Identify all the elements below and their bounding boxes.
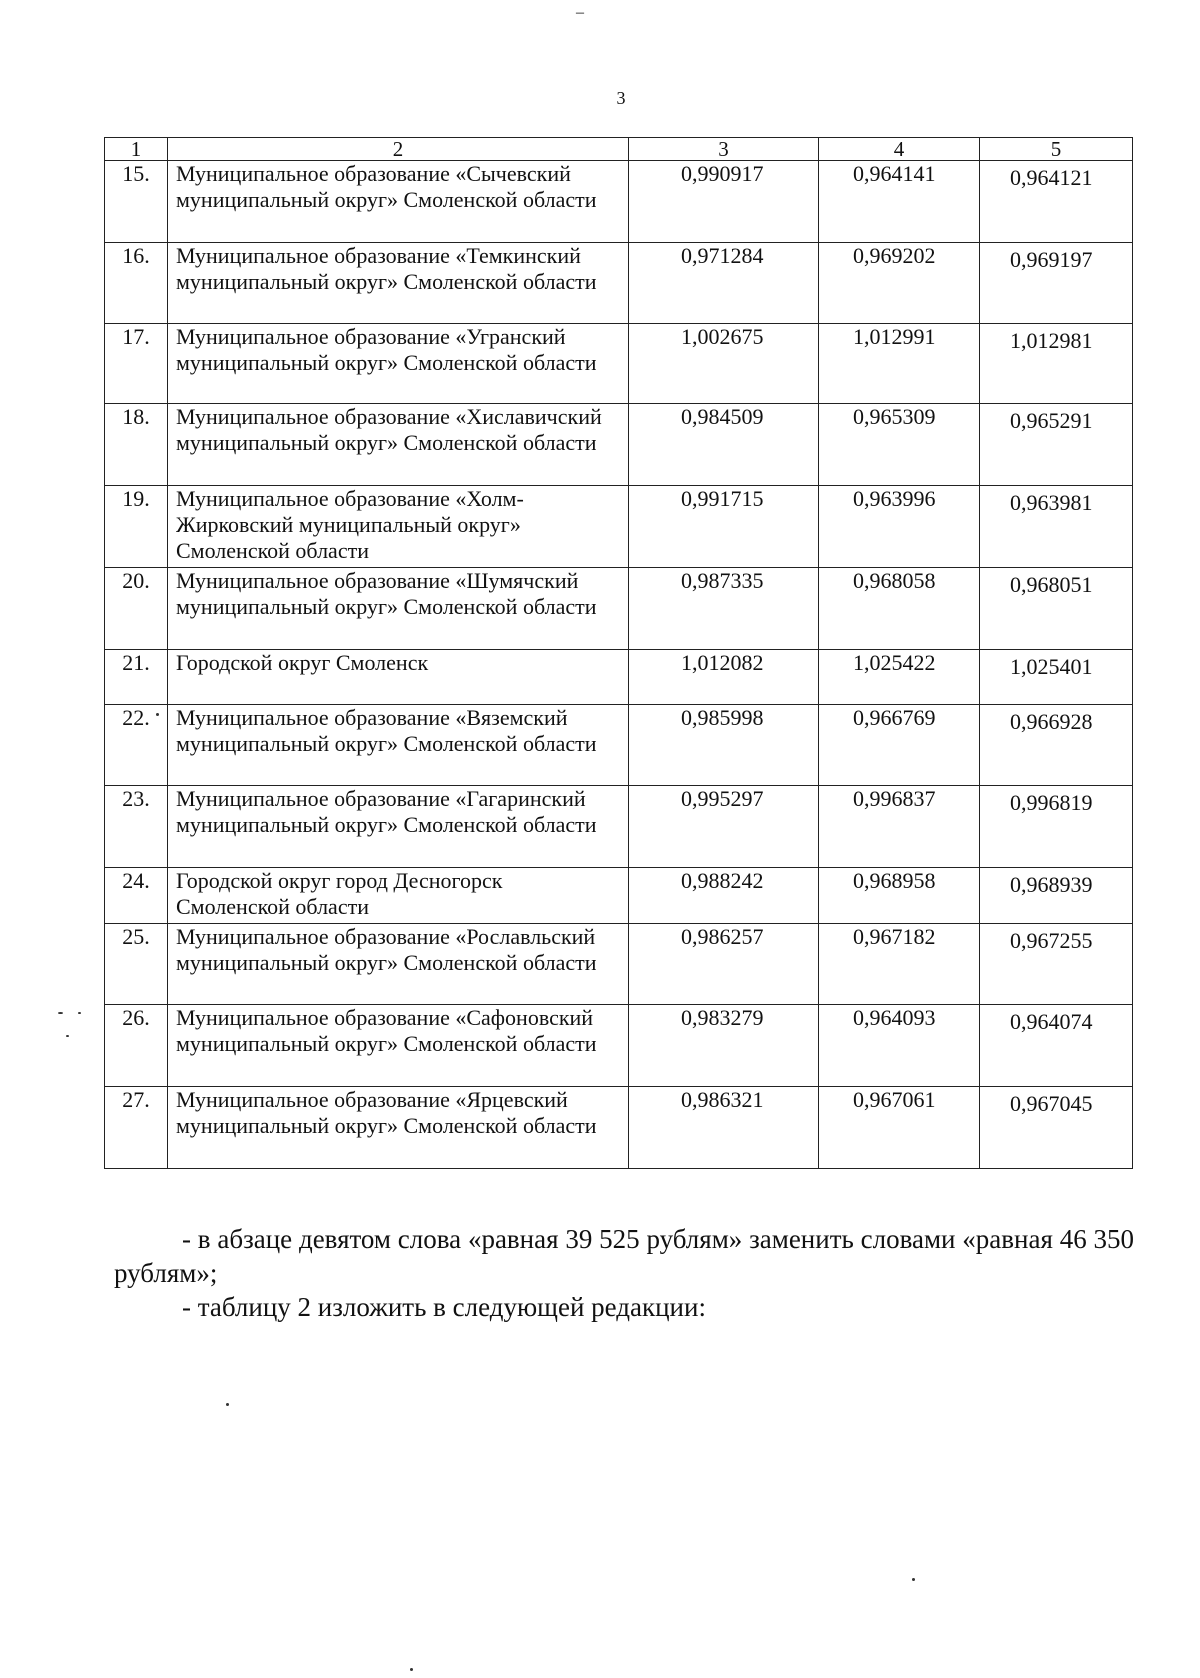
top-mark: – [576, 4, 584, 21]
value-col-5 [980, 486, 1133, 568]
scan-speck [226, 1403, 229, 1406]
table-row [105, 705, 1133, 786]
value-col-5 [980, 924, 1133, 1005]
table-header-row [105, 138, 1133, 161]
municipality-name: Муниципальное образование «Сычевский муниципальный округ» Смоленской области [168, 161, 629, 243]
value-col-4: 0,964141 [819, 161, 980, 243]
table-row [105, 1005, 1133, 1087]
municipality-name: Муниципальное образование «Ярцевский муниципальный округ» Смоленской области [168, 1087, 629, 1169]
value-col-3: 0,988242 [629, 868, 819, 924]
row-number: 22. [105, 705, 168, 786]
value-col-5 [980, 868, 1133, 924]
municipality-name: Муниципальное образование «Вяземский муниципальный округ» Смоленской области [168, 705, 629, 786]
table-row [105, 650, 1133, 705]
municipality-name: Муниципальное образование «Хиславичский муниципальный округ» Смоленской области [168, 404, 629, 486]
value-col-4: 0,968058 [819, 568, 980, 650]
value-col-5-text: 0,965291 [1010, 408, 1093, 433]
municipality-name: Муниципальное образование «Холм-Жирковский муниципальный округ» Смоленской области [168, 486, 629, 568]
value-col-4: 0,967182 [819, 924, 980, 1005]
value-col-5 [980, 786, 1133, 868]
municipality-name: Городской округ город Десногорск Смоленской области [168, 868, 629, 924]
row-number: 21. [105, 650, 168, 705]
paragraph-table-2: - таблицу 2 изложить в следующей редакции: [182, 1292, 706, 1322]
scan-speck [66, 1035, 69, 1037]
municipality-name: Муниципальное образование «Рославльский муниципальный округ» Смоленской области [168, 924, 629, 1005]
municipality-name: Муниципальное образование «Гагаринский муниципальный округ» Смоленской области [168, 786, 629, 868]
table-row [105, 324, 1133, 404]
value-col-3: 0,984509 [629, 404, 819, 486]
row-number: 18. [105, 404, 168, 486]
municipality-name: Городской округ Смоленск [168, 650, 629, 705]
value-col-4: 0,996837 [819, 786, 980, 868]
row-number: 20. [105, 568, 168, 650]
value-col-5-text: 0,964121 [1010, 165, 1093, 190]
header-cell-1: 1 [105, 138, 168, 161]
value-col-3: 0,983279 [629, 1005, 819, 1087]
value-col-3: 0,971284 [629, 243, 819, 324]
value-col-3: 0,995297 [629, 786, 819, 868]
row-number: 27. [105, 1087, 168, 1169]
row-number: 19. [105, 486, 168, 568]
value-col-5-text: 0,968051 [1010, 572, 1093, 597]
scan-speck [156, 713, 159, 716]
value-col-5 [980, 568, 1133, 650]
value-col-5 [980, 1005, 1133, 1087]
header-cell-2: 2 [168, 138, 629, 161]
table-row [105, 404, 1133, 486]
header-cell-4: 4 [819, 138, 980, 161]
page-number: 3 [616, 88, 626, 108]
table-row [105, 868, 1133, 924]
value-col-5 [980, 1087, 1133, 1169]
value-col-3: 0,985998 [629, 705, 819, 786]
value-col-5-text: 0,963981 [1010, 490, 1093, 515]
value-col-5 [980, 705, 1133, 786]
value-col-4: 0,969202 [819, 243, 980, 324]
value-col-4: 1,025422 [819, 650, 980, 705]
paragraph-amendment-ninth: - в абзаце девятом слова «равная 39 525 рублям» заменить словами «равная 46 350 рублям»; [114, 1224, 1134, 1288]
header-cell-5: 5 [980, 138, 1133, 161]
scan-speck [78, 1012, 81, 1014]
municipality-name: Муниципальное образование «Шумячский муниципальный округ» Смоленской области [168, 568, 629, 650]
value-col-4: 0,967061 [819, 1087, 980, 1169]
row-number: 17. [105, 324, 168, 404]
value-col-5 [980, 650, 1133, 705]
value-col-5 [980, 243, 1133, 324]
municipality-name: Муниципальное образование «Темкинский муниципальный округ» Смоленской области [168, 243, 629, 324]
coefficients-table [104, 137, 1133, 1169]
value-col-5-text: 0,968939 [1010, 872, 1093, 897]
scan-speck [912, 1578, 915, 1581]
value-col-3: 0,986257 [629, 924, 819, 1005]
row-number: 24. [105, 868, 168, 924]
value-col-5 [980, 404, 1133, 486]
table-row [105, 786, 1133, 868]
table-row [105, 924, 1133, 1005]
row-number: 23. [105, 786, 168, 868]
value-col-5-text: 1,012981 [1010, 328, 1093, 353]
value-col-4: 0,964093 [819, 1005, 980, 1087]
row-number: 26. [105, 1005, 168, 1087]
value-col-5-text: 0,996819 [1010, 790, 1093, 815]
value-col-4: 0,966769 [819, 705, 980, 786]
municipality-name: Муниципальное образование «Угранский муниципальный округ» Смоленской области [168, 324, 629, 404]
table-row [105, 243, 1133, 324]
row-number: 15. [105, 161, 168, 243]
value-col-5-text: 0,964074 [1010, 1009, 1093, 1034]
value-col-3: 0,990917 [629, 161, 819, 243]
value-col-5-text: 0,967255 [1010, 928, 1093, 953]
municipality-name: Муниципальное образование «Сафоновский муниципальный округ» Смоленской области [168, 1005, 629, 1087]
row-number: 25. [105, 924, 168, 1005]
scan-speck [58, 1012, 63, 1014]
value-col-5-text: 1,025401 [1010, 654, 1093, 679]
value-col-4: 1,012991 [819, 324, 980, 404]
value-col-3: 1,002675 [629, 324, 819, 404]
value-col-4: 0,963996 [819, 486, 980, 568]
row-number: 16. [105, 243, 168, 324]
value-col-4: 0,968958 [819, 868, 980, 924]
value-col-5-text: 0,966928 [1010, 709, 1093, 734]
value-col-3: 0,987335 [629, 568, 819, 650]
table-row [105, 161, 1133, 243]
value-col-3: 0,991715 [629, 486, 819, 568]
value-col-4: 0,965309 [819, 404, 980, 486]
value-col-3: 1,012082 [629, 650, 819, 705]
value-col-5-text: 0,967045 [1010, 1091, 1093, 1116]
value-col-5-text: 0,969197 [1010, 247, 1093, 272]
value-col-5 [980, 161, 1133, 243]
table-row [105, 1087, 1133, 1169]
scan-speck [410, 1668, 413, 1671]
value-col-5 [980, 324, 1133, 404]
table-row [105, 486, 1133, 568]
table-row [105, 568, 1133, 650]
value-col-3: 0,986321 [629, 1087, 819, 1169]
header-cell-3: 3 [629, 138, 819, 161]
